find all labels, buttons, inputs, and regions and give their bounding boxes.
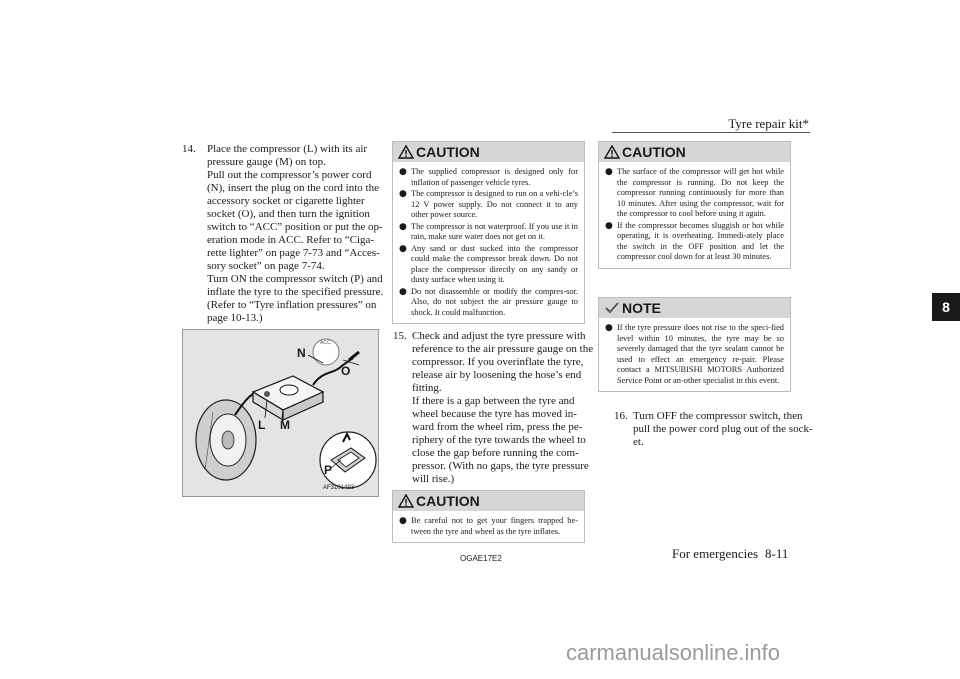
warning-icon (398, 494, 414, 508)
compressor-illustration (182, 329, 379, 497)
list-item-text: The surface of the compressor will get hot while the compressor is running. Do not keep the compressor running continuously for more than 10 minutes. After using the compressor, wait for the compressor to cool before using it again. (617, 167, 784, 218)
step-number: 15. (393, 330, 407, 342)
text-line: pull the power cord plug out of the sock- (633, 423, 813, 435)
text-line: If there is a gap between the tyre and (412, 395, 575, 407)
list-item (399, 516, 578, 537)
label-acc: ACC (320, 340, 331, 346)
list-item (399, 244, 578, 286)
label-p: P (324, 463, 333, 477)
text-line: accessory socket or cigarette lighter (207, 195, 365, 207)
note-check-icon (604, 301, 620, 315)
text-line: et. (633, 436, 644, 448)
list-item (399, 287, 578, 319)
text-line: sory socket” on page 7-74. (207, 260, 325, 272)
caution-header (393, 142, 584, 162)
figure-code: AF3101493 (323, 485, 355, 491)
caution-box-3 (598, 141, 791, 269)
footer-code: OGAE17E2 (460, 554, 502, 563)
caution-header (599, 142, 790, 162)
text-line: switch to “ACC” position or put the op- (207, 221, 383, 233)
text-line: Place the compressor (L) with its air (207, 143, 368, 155)
footer-chapter: For emergencies (672, 546, 759, 561)
warning-icon (604, 145, 620, 159)
note-box (598, 297, 791, 392)
step-16-text (633, 410, 813, 449)
step-14-text (207, 143, 384, 325)
list-item (399, 167, 578, 188)
label-l: L (258, 418, 266, 432)
text-line: fitting. (412, 382, 442, 394)
text-line: reference to the air pressure gauge on the (412, 343, 594, 355)
text-line: close the gap before running the com- (412, 447, 579, 459)
note-list (599, 318, 790, 391)
list-item (605, 323, 784, 386)
bullet-icon: ● (399, 286, 407, 297)
bullet-icon: ● (399, 516, 407, 526)
text-line: ward from the wheel rim, press the pe- (412, 421, 583, 433)
text-line: Pull out the compressor’s power cord (207, 169, 372, 181)
watermark: carmanualsonline.info (566, 640, 781, 665)
text-line: riphery of the tyre towards the wheel to (412, 434, 586, 446)
caution-title: CAUTION (622, 144, 686, 160)
label-m: M (280, 418, 290, 432)
note-header (599, 298, 790, 318)
step-number: 16. (614, 410, 628, 422)
caution-box-2 (392, 490, 585, 543)
text-line: eration mode in ACC. Refer to “Ciga- (207, 234, 375, 246)
text-line: socket (O), and then turn the ignition (207, 208, 370, 220)
list-item (399, 189, 578, 221)
footer-page-number: 8-11 (765, 546, 789, 561)
compressor-diagram (183, 330, 378, 496)
list-item-text: If the compressor becomes sluggish or hot while operating, it is overheating. Immedi-ately place the switch in the OFF position and let the compressor cool down for at least 30 minutes. (617, 220, 784, 261)
step-15-text (412, 330, 594, 486)
caution-box-1 (392, 141, 585, 324)
text-line: (Refer to “Tyre inflation pressures” on (207, 299, 377, 311)
step-number: 14. (182, 143, 196, 155)
list-item-text: The compressor is designed to run on a vehi-cle’s 12 V power supply. Do not connect it to any other power source. (411, 189, 578, 219)
bullet-icon: ● (399, 167, 407, 177)
list-item-text: The compressor is not waterproof. If you use it in rain, make sure water does not get on it. (411, 221, 578, 241)
note-title: NOTE (622, 300, 661, 316)
list-item (399, 222, 578, 243)
text-line: page 10-13.) (207, 312, 263, 324)
page-header-title: Tyre repair kit* (728, 116, 809, 131)
bullet-icon: ● (605, 167, 613, 177)
bullet-icon: ● (399, 189, 407, 199)
caution-list (393, 162, 584, 323)
label-o: O (341, 364, 351, 378)
text-line: wheel because the tyre has moved in- (412, 408, 577, 420)
label-n: N (297, 346, 306, 360)
caution-title: CAUTION (416, 144, 480, 160)
text-line: pressure gauge (M) on top. (207, 156, 326, 168)
chapter-tab: 8 (932, 293, 960, 321)
warning-icon (398, 145, 414, 159)
text-line: will rise.) (412, 473, 455, 485)
list-item-text: Do not disassemble or modify the compres-sor. Also, do not subject the air pressure gauge to shock. It could malfunction. (411, 286, 578, 317)
text-line: compressor. If you overinflate the tyre, (412, 356, 584, 368)
text-line: Turn ON the compressor switch (P) and (207, 273, 383, 285)
bullet-icon: ● (605, 323, 613, 333)
header-rule (612, 132, 810, 133)
bullet-icon: ● (605, 220, 613, 231)
text-line: release air by loosening the hose’s end (412, 369, 582, 381)
caution-header (393, 491, 584, 511)
text-line: inflate the tyre to the specified pressure. (207, 286, 384, 298)
text-line: Check and adjust the tyre pressure with (412, 330, 586, 342)
text-line: (N), insert the plug on the cord into the (207, 182, 379, 194)
list-item-text: Any sand or dust sucked into the compressor could make the compressor break down. Do not place the compressor directly on any sandy or dusty surface when using it. (411, 243, 578, 284)
bullet-icon: ● (399, 243, 407, 254)
list-item (605, 221, 784, 263)
list-item (605, 167, 784, 220)
text-line: Turn OFF the compressor switch, then (633, 410, 803, 422)
list-item-text: If the tyre pressure does not rise to the speci-fied level within 10 minutes, the tyre may be so severely damaged that the tyre sealant cannot be used to effect an emergency re-pair. Please contact a MITSUBISHI MOTORS Authorized Service Point or an-other specialist in this event. (617, 323, 784, 385)
text-line: rette lighter” on page 7-73 and “Acces- (207, 247, 380, 259)
text-line: pressor. (With no gaps, the tyre pressure (412, 460, 589, 472)
caution-list (599, 162, 790, 268)
caution-title: CAUTION (416, 493, 480, 509)
caution-list (393, 511, 584, 542)
bullet-icon: ● (399, 221, 407, 232)
list-item-text: The supplied compressor is designed only for inflation of passenger vehicle tyres. (411, 167, 578, 187)
list-item-text: Be careful not to get your fingers trapped be-tween the tyre and wheel as the tyre inflates. (411, 516, 578, 536)
